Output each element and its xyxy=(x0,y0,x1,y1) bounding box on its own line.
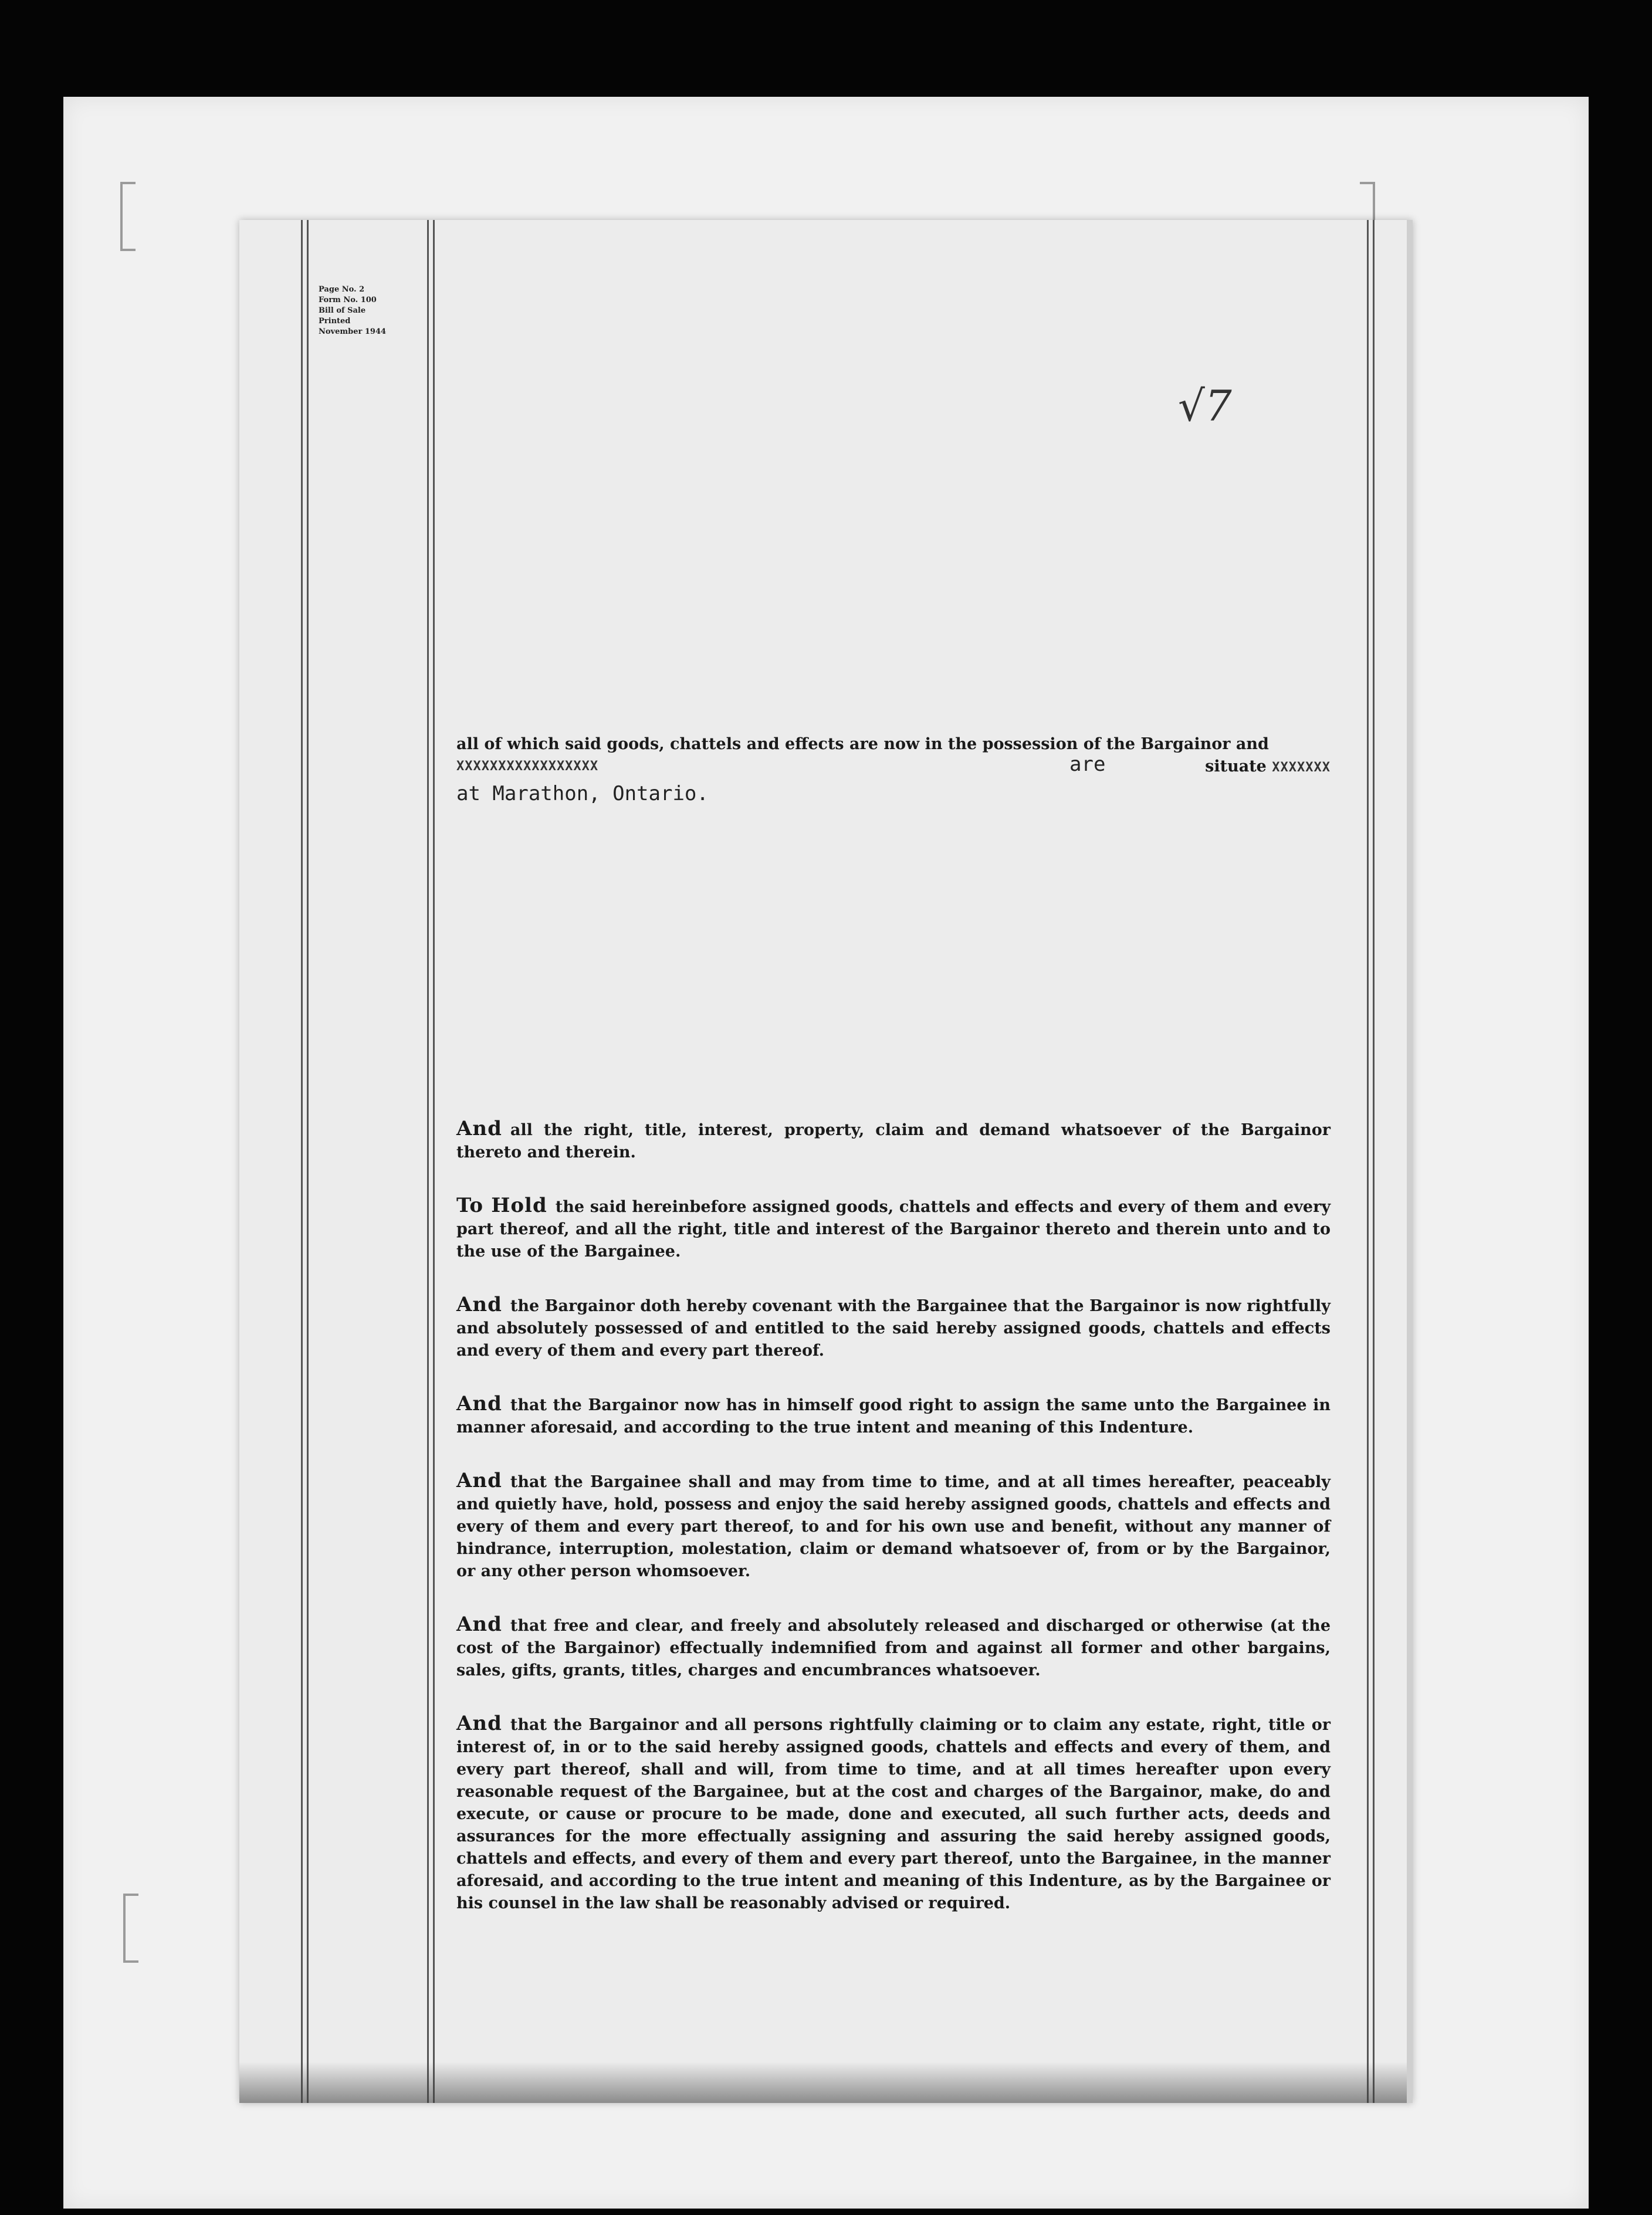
page-bottom-shadow xyxy=(239,2062,1407,2103)
clause-text: the said hereinbefore assigned goods, chattels and effects and every of them and every part thereof, and all the right, title and interest of the Bargainor thereto and therein unto and to the use of the Bargainee. xyxy=(456,1198,1331,1261)
form-number: Form No. 100 xyxy=(319,296,377,304)
situate-label xyxy=(1205,756,1331,779)
clause-text: the Bargainor doth hereby covenant with the Bargainee that the Bargainor is now rightfully and absolutely possessed of and entitled to the said hereby assigned goods, chattels and effects and every of them and every part thereof. xyxy=(456,1297,1331,1360)
margin-rule xyxy=(307,220,309,2103)
clause xyxy=(456,1117,1331,1164)
margin-rule xyxy=(433,220,435,2103)
clause-lead: And xyxy=(456,1293,502,1316)
possession-line-1: all of which said goods, chattels and effects are now in the possession of the Bargainor and xyxy=(456,735,1269,753)
printed-date: November 1944 xyxy=(319,327,387,336)
possession-paragraph xyxy=(456,733,1331,805)
clause-text: that free and clear, and freely and absolutely released and discharged or otherwise (at the cost of the Bargainor) effectually indemnified from and against all former and other bargains, sales, gifts, grants, titles, charges and encumbrances whatsoever. xyxy=(456,1617,1331,1679)
clause-text: that the Bargainee shall and may from time to time, and at all times hereafter, peaceably and quietly have, hold, possess and enjoy the said hereby assigned goods, chattels and effects and every of them and every part thereof, to and for his own use and benefit, without any manner of hindrance, interruption, molestation, claim or demand whatsoever of, from or by the Bargainor, or any other person whomsoever. xyxy=(456,1473,1331,1580)
document-page xyxy=(239,220,1413,2103)
clause-lead: And xyxy=(456,1469,502,1492)
form-title: Bill of Sale xyxy=(319,306,366,315)
clause-lead: And xyxy=(456,1117,502,1140)
clause-text: that the Bargainor and all persons rightfully claiming or to claim any estate, right, title or interest of, in or to the said hereby assigned goods, chattels and effects and every of them, and every part thereof, shall and will, from time to time, and at all times hereafter upon every reasonable request of the Bargainee, but at the cost and charges of the Bargainor, make, do and execute, or cause or procure to be made, done and executed, all such further acts, deeds and assurances for the more effectually assigning and assuring the said hereby assigned goods, chattels and effects, and every of them and every part thereof, unto the Bargainee, in the manner aforesaid, and according to the true intent and meaning of this Indenture, as by the Bargainee or his counsel in the law shall be reasonably advised or required. xyxy=(456,1716,1331,1912)
crop-mark-bottom-left xyxy=(123,1894,138,1963)
typed-location: at Marathon, Ontario. xyxy=(456,782,709,805)
printed-label: Printed xyxy=(319,317,351,326)
clause xyxy=(456,1613,1331,1682)
clause-lead: To Hold xyxy=(456,1194,547,1217)
form-info xyxy=(319,285,386,337)
struck-text: XXXXXXX xyxy=(1272,760,1331,775)
possession-line-2 xyxy=(456,753,1331,778)
clause xyxy=(456,1712,1331,1915)
clauses xyxy=(456,1117,1331,1945)
clause-text: that the Bargainor now has in himself good right to assign the same unto the Bargainee in manner aforesaid, and according to the true intent and meaning of this Indenture. xyxy=(456,1396,1331,1437)
clause-lead: And xyxy=(456,1613,502,1636)
situate-word: situate xyxy=(1205,757,1267,775)
margin-rule xyxy=(427,220,429,2103)
margin-rule xyxy=(1373,220,1375,2103)
clause-lead: And xyxy=(456,1392,502,1415)
struck-text: XXXXXXXXXXXXXXXXX xyxy=(456,759,599,774)
typed-are: are xyxy=(1069,753,1106,776)
clause xyxy=(456,1469,1331,1583)
handwritten-mark: √7 xyxy=(1178,381,1232,431)
clause xyxy=(456,1293,1331,1362)
crop-mark-top-left xyxy=(120,182,136,251)
clause xyxy=(456,1393,1331,1439)
clause-lead: And xyxy=(456,1712,502,1735)
margin-rule xyxy=(301,220,303,2103)
clause-text: all the right, title, interest, property, claim and demand whatsoever of the Bargainor thereto and therein. xyxy=(456,1121,1331,1161)
page-number: Page No. 2 xyxy=(319,285,365,294)
clause xyxy=(456,1194,1331,1263)
margin-rule xyxy=(1367,220,1369,2103)
